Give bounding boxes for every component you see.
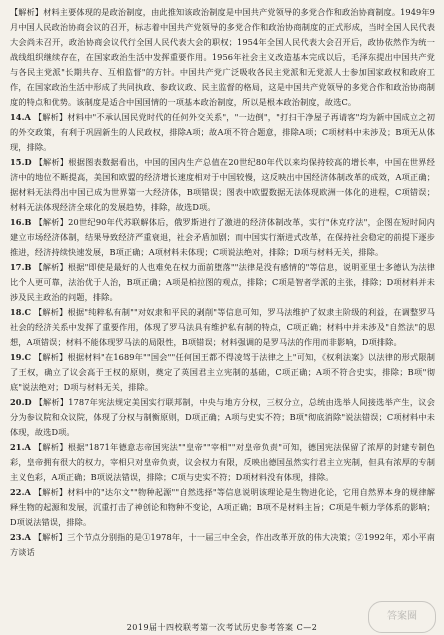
- question-number: 22.: [10, 487, 25, 497]
- question-number: 21.: [10, 442, 25, 452]
- explanation-text: 【解析】20世纪90年代苏联解体后，俄罗斯进行了激进的经济体制改革，实行"休克疗法"，企图在短时间内建立市场经济体制，结果导致经济严重衰退，社会矛盾加剧；而中国实行渐进式改革，在保持社会稳定的前提下逐步推进，经济持续快速发展，B项正确；A项材料未体现；C项说法绝对，排除；D项与材料无关，排除。: [10, 217, 436, 257]
- answer-letter: B: [24, 217, 32, 227]
- answer-paragraph: [10, 305, 435, 350]
- question-number: 15.: [10, 157, 25, 167]
- answer-letter: C: [24, 307, 32, 317]
- answer-paragraph: [10, 155, 435, 215]
- page-footer: 2019届十四校联考第一次考试历史参考答案 C—2: [126, 623, 318, 632]
- question-number: 14.: [10, 112, 25, 122]
- question-number: 23.: [10, 532, 25, 542]
- explanation-text: 【解析】根据"1871年德意志帝国宪法""皇帝""宰相""对皇帝负责"可知，德国宪法保留了浓厚的封建专制色彩，皇帝拥有很大的权力，宰相只对皇帝负责，议会权力有限，反映出德国虽然实行君主立宪制，但具有浓厚的专制主义色彩，A项正确；B项说法错误，排除；C项与史实不符；D项材料没有体现，排除。: [10, 442, 435, 482]
- explanation-text: 【解析】1787年宪法规定美国实行联邦制，中央与地方分权，三权分立，总统由选举人间接选举产生，议会分为参议院和众议院，体现了分权与制衡原则，D项正确；A项与史实不符；B项"彻底消除"说法错误；C项材料中未体现，故选D项。: [10, 397, 435, 437]
- answer-paragraph: [10, 215, 435, 260]
- answer-paragraph: [10, 485, 435, 530]
- explanation-text: 【解析】根据"即使是最好的人也难免在权力面前堕落""法律是没有感情的"等信息，说明亚里士多德认为法律比个人更可靠，法治优于人治，B项正确；A项是柏拉图的观点，排除；C项是智者学派的主张，排除；D项材料并未涉及民主政治的问题，排除。: [10, 262, 435, 302]
- explanation-text: 【解析】材料中的"达尔文""物种起源""自然选择"等信息说明该理论是生物进化论，它用自然界本身的规律解释生物的起源和发展，沉重打击了神创论和物种不变论，A项正确；B项不是材料主旨；C项是牛顿力学体系的影响；D项说法错误，排除。: [10, 487, 435, 527]
- answer-paragraph: [10, 395, 435, 440]
- answer-paragraph: [10, 350, 435, 395]
- answer-letter: C: [24, 352, 32, 362]
- answer-letter: B: [24, 262, 32, 272]
- explanation-text: 【解析】根据"纯粹私有制""对奴隶和平民的剥削"等信息可知，罗马法维护了奴隶主阶级的利益，在调整罗马社会的经济关系中发挥了重要作用，体现了罗马法具有维护私有制的特点，C项正确；材料中并未涉及"自然法"的思想，A项错误；材料不能体现罗马法的局限性，B项错误；材料强调的是罗马法的作用而非影响，D项排除。: [10, 307, 435, 347]
- paragraph-list: [10, 5, 435, 560]
- question-number: 18.: [10, 307, 25, 317]
- answer-letter: A: [24, 442, 31, 452]
- explanation-text: 【解析】三个节点分别指的是①1978年，十一届三中全会，作出改革开放的伟大决策；②1992年，邓小平南方谈话: [10, 532, 436, 557]
- question-number: 20.: [10, 397, 25, 407]
- answer-letter: D: [24, 157, 32, 167]
- explanation-text: 【解析】材料主要体现的是政治制度，由此推知该政治制度是中国共产党领导的多党合作和政治协商制度。1949年9月中国人民政治协商会议的召开，标志着中国共产党领导的多党合作和政治协商制度的正式形成，当时全国人民代表大会尚未召开，政治协商会议代行全国人民代表大会的职权；1954年全国人民代表大会召开后，政协依然作为统一战线组织继续存在，在国家政治生活中发挥重要作用。1956年社会主义改造基本完成以后，毛泽东提出中国共产党与各民主党派"长期共存、互相监督"的方针。中国共产党广泛吸收各民主党派和无党派人士参加国家政权和政府工作，在国家政治生活中形成了共同执政、参政议政、民主监督的格局，这是中国共产党领导的多党合作和政治协商制度的特点和优势。该制度是适合中国国情的一项基本政治制度，所以是根本政治制度，故选C。: [10, 7, 435, 107]
- answer-letter: A: [24, 487, 31, 497]
- explanation-text: 【解析】材料中"不承认国民党时代的任何外交关系"，"一边倒"，"打扫干净屋子再请客"均为新中国成立之初的外交政策，有利于巩固新生的人民政权，排除A项；故A项不符合题意，排除A项；C项材料中未涉及；B项无从体现，排除。: [10, 112, 436, 152]
- answer-paragraph: [10, 530, 435, 560]
- answer-paragraph: [10, 5, 435, 110]
- explanation-text: 【解析】根据图表数据看出，中国的国内生产总值在20世纪80年代以来均保持较高的增长率，中国在世界经济中的地位不断提高，美国和欧盟的经济增长速度相对于中国较慢，这反映出中国经济体制改革的成效，A项正确；据材料无法得出中国已成为世界第一大经济体，B项错误；图表中欧盟数据无法体现欧洲一体化的进程，C项错误；材料无法体现经济全球化的发展趋势，排除，故选D项。: [10, 157, 435, 212]
- question-number: 19.: [10, 352, 25, 362]
- answer-paragraph: [10, 110, 435, 155]
- answer-letter: A: [24, 112, 31, 122]
- explanation-text: 【解析】根据材料"在1689年""国会""任何国王都不得凌驾于法律之上"可知，《权利法案》以法律的形式限制了王权，确立了议会高于王权的原则，奠定了英国君主立宪制的基础，C项正确；A项不符合史实，排除；B项"彻底"说法绝对；D项与材料无关，排除。: [10, 352, 435, 392]
- answer-letter: A: [24, 532, 31, 542]
- answer-letter: D: [24, 397, 32, 407]
- answer-paragraph: [10, 440, 435, 485]
- question-number: 16.: [10, 217, 25, 227]
- watermark-stamp: 答案圈: [368, 601, 436, 633]
- question-number: 17.: [10, 262, 25, 272]
- answer-paragraph: [10, 260, 435, 305]
